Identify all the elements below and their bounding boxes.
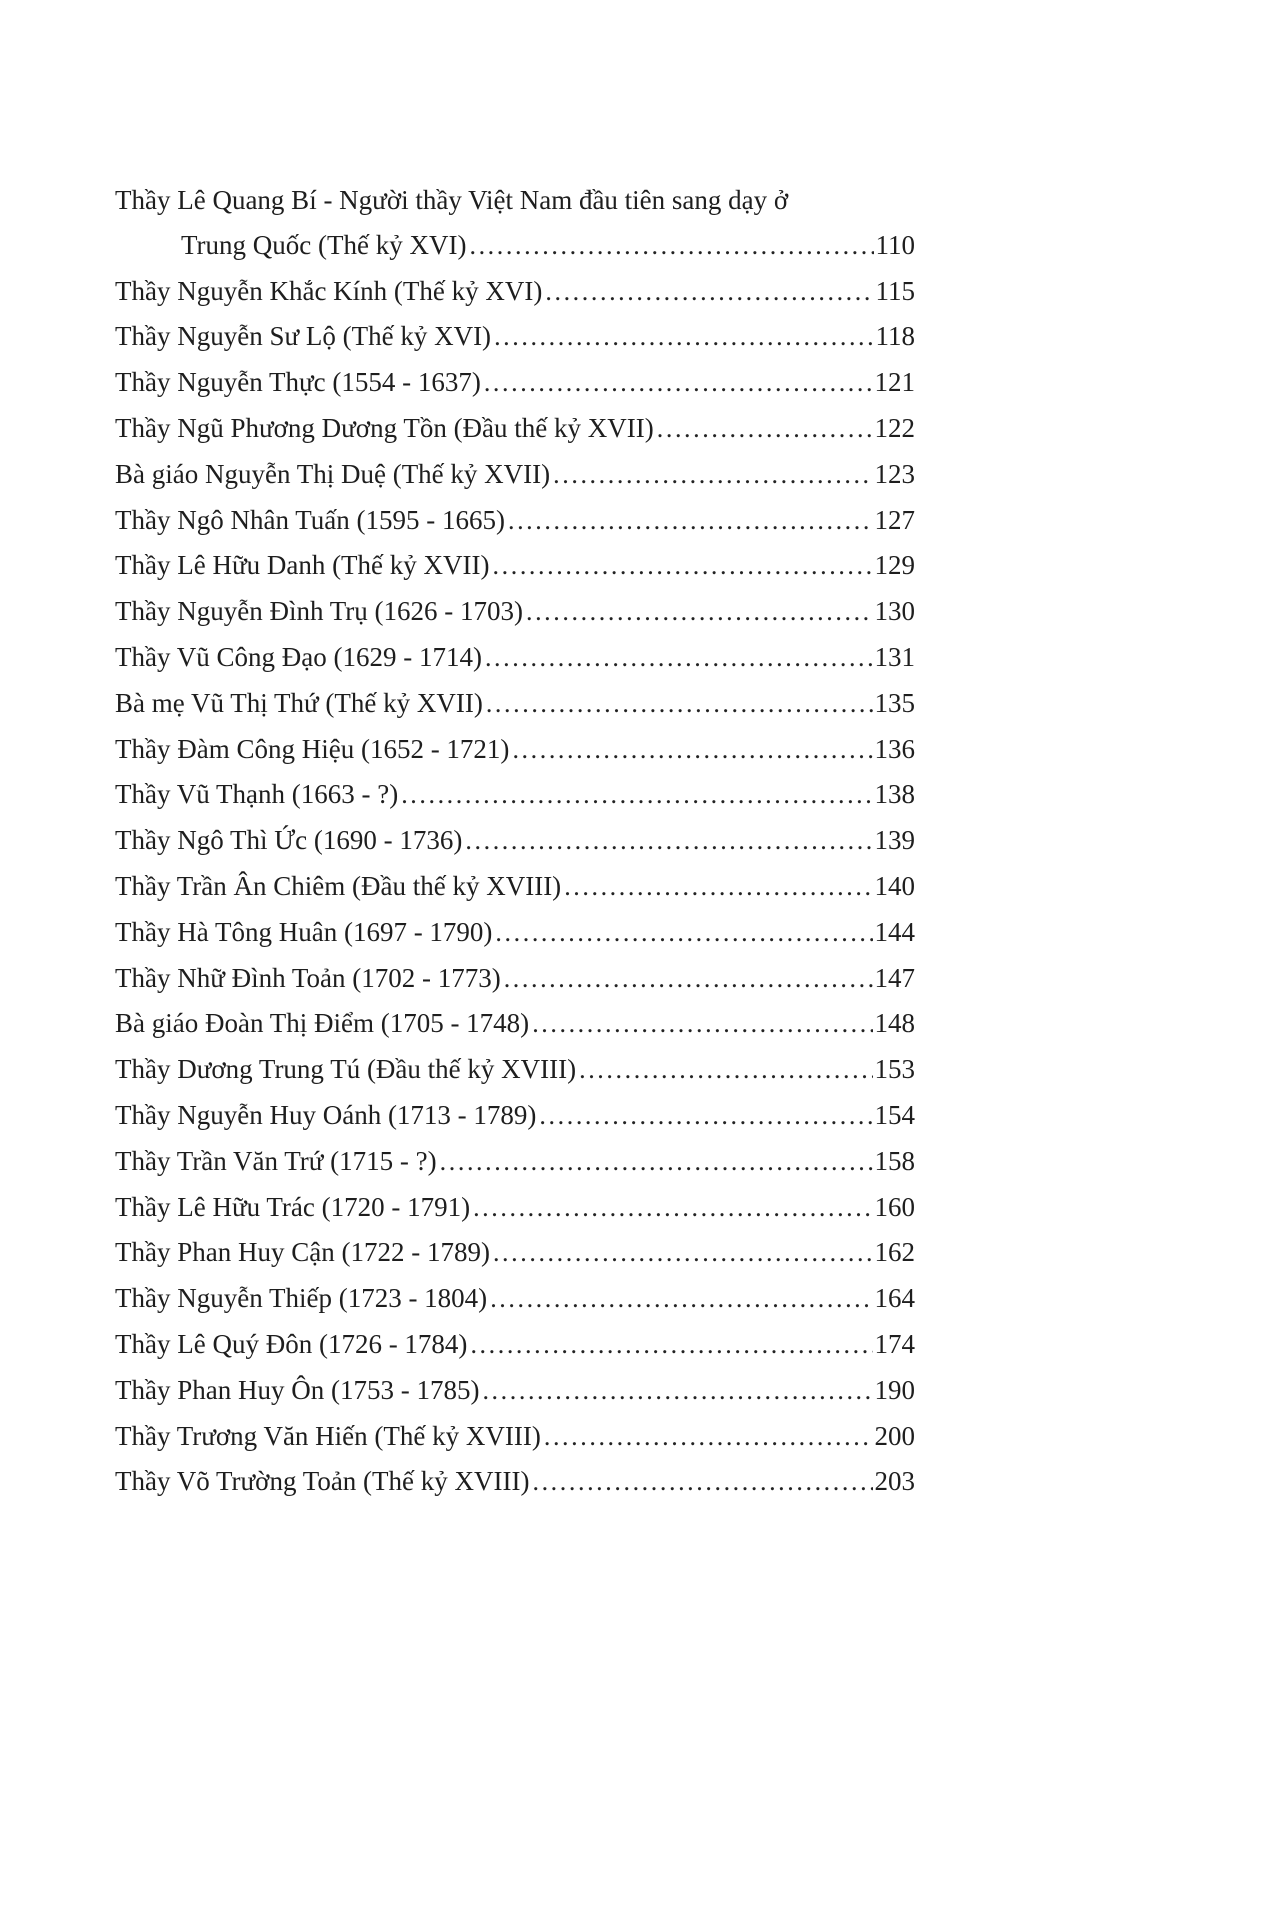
entry-title: Thầy Ngũ Phương Dương Tồn (Đầu thế kỷ XVII) <box>115 412 654 443</box>
entry-title: Thầy Nhữ Đình Toản (1702 - 1773) <box>115 962 501 993</box>
dot-leader <box>473 1185 872 1231</box>
toc-entry <box>115 635 915 681</box>
dot-leader <box>485 635 873 681</box>
dot-leader <box>544 1414 873 1460</box>
toc-entry <box>115 1322 915 1368</box>
entry-title: Thầy Đàm Công Hiệu (1652 - 1721) <box>115 733 510 764</box>
dot-leader <box>508 498 873 544</box>
entry-page-number: 118 <box>875 321 915 352</box>
entry-page-number: 148 <box>874 1008 915 1039</box>
entry-title: Bà giáo Nguyễn Thị Duệ (Thế kỷ XVII) <box>115 458 551 489</box>
toc-entry <box>115 1368 915 1414</box>
toc-entry <box>115 1185 915 1231</box>
dot-leader <box>493 1230 873 1276</box>
dot-leader <box>493 543 873 589</box>
entry-page-number: 154 <box>874 1099 915 1130</box>
entry-title: Thầy Trương Văn Hiến (Thế kỷ XVIII) <box>115 1420 541 1451</box>
entry-page-number: 164 <box>874 1283 915 1314</box>
dot-leader <box>490 1276 872 1322</box>
toc-entry <box>115 910 915 956</box>
entry-page-number: 203 <box>874 1466 915 1497</box>
entry-title: Thầy Lê Quý Đôn (1726 - 1784) <box>115 1328 468 1359</box>
entry-title: Thầy Nguyễn Huy Oánh (1713 - 1789) <box>115 1099 537 1130</box>
dot-leader <box>504 956 873 1002</box>
toc-entry <box>115 314 915 360</box>
toc-entry <box>115 543 915 589</box>
toc-entry <box>115 452 915 498</box>
entry-title: Thầy Lê Quang Bí - Người thầy Việt Nam đầu tiên sang dạy ở <box>115 185 789 215</box>
entry-title: Thầy Vũ Công Đạo (1629 - 1714) <box>115 641 482 672</box>
toc-entry <box>115 178 915 223</box>
entry-title: Thầy Phan Huy Cận (1722 - 1789) <box>115 1237 490 1268</box>
entry-title: Trung Quốc (Thế kỷ XVI) <box>181 229 467 260</box>
dot-leader <box>494 314 873 360</box>
toc-entry <box>115 681 915 727</box>
dot-leader <box>532 1001 872 1047</box>
entry-title: Thầy Lê Hữu Trác (1720 - 1791) <box>115 1191 471 1222</box>
entry-page-number: 115 <box>875 275 915 306</box>
entry-title: Thầy Dương Trung Tú (Đầu thế kỷ XVIII) <box>115 1054 577 1085</box>
dot-leader <box>564 864 872 910</box>
entry-page-number: 136 <box>874 733 915 764</box>
dot-leader <box>553 452 872 498</box>
entry-page-number: 174 <box>874 1328 915 1359</box>
entry-title: Thầy Phan Huy Ôn (1753 - 1785) <box>115 1374 480 1405</box>
toc-entry <box>115 1139 915 1185</box>
entry-page-number: 162 <box>874 1237 915 1268</box>
entry-title: Thầy Nguyễn Thiếp (1723 - 1804) <box>115 1283 488 1314</box>
toc-entry <box>115 360 915 406</box>
entry-title: Thầy Nguyễn Sư Lộ (Thế kỷ XVI) <box>115 321 492 352</box>
entry-page-number: 130 <box>874 596 915 627</box>
entry-title: Thầy Hà Tông Huân (1697 - 1790) <box>115 916 493 947</box>
entry-page-number: 135 <box>874 687 915 718</box>
entry-title: Thầy Ngô Thì Ức (1690 - 1736) <box>115 825 463 856</box>
toc-entry <box>115 1276 915 1322</box>
toc-entry <box>115 1414 915 1460</box>
toc-entry <box>115 772 915 818</box>
entry-page-number: 144 <box>874 916 915 947</box>
dot-leader <box>539 1093 872 1139</box>
entry-page-number: 158 <box>874 1145 915 1176</box>
dot-leader <box>440 1139 873 1185</box>
dot-leader <box>512 727 872 773</box>
toc-entry <box>115 818 915 864</box>
entry-page-number: 200 <box>874 1420 915 1451</box>
entry-title: Bà giáo Đoàn Thị Điểm (1705 - 1748) <box>115 1008 530 1039</box>
entry-page-number: 147 <box>874 962 915 993</box>
toc-entry <box>115 864 915 910</box>
entry-title: Thầy Võ Trường Toản (Thế kỷ XVIII) <box>115 1466 530 1497</box>
entry-title: Thầy Nguyễn Thực (1554 - 1637) <box>115 367 481 398</box>
entry-title: Thầy Nguyễn Đình Trụ (1626 - 1703) <box>115 596 523 627</box>
entry-page-number: 122 <box>874 412 915 443</box>
toc-entry <box>115 1230 915 1276</box>
entry-page-number: 121 <box>874 367 915 398</box>
toc-entry <box>115 223 915 269</box>
entry-page-number: 123 <box>874 458 915 489</box>
entry-page-number: 129 <box>874 550 915 581</box>
entry-page-number: 153 <box>874 1054 915 1085</box>
dot-leader <box>657 406 873 452</box>
toc-entry <box>115 406 915 452</box>
entry-page-number: 131 <box>874 641 915 672</box>
entry-title: Thầy Ngô Nhân Tuấn (1595 - 1665) <box>115 504 505 535</box>
entry-page-number: 127 <box>874 504 915 535</box>
toc-entry <box>115 1047 915 1093</box>
toc-entry <box>115 1093 915 1139</box>
entry-title: Thầy Vũ Thạnh (1663 - ?) <box>115 779 399 810</box>
dot-leader <box>579 1047 872 1093</box>
toc-entry <box>115 269 915 315</box>
entry-title: Thầy Nguyễn Khắc Kính (Thế kỷ XVI) <box>115 275 543 306</box>
entry-page-number: 160 <box>874 1191 915 1222</box>
dot-leader <box>465 818 872 864</box>
entry-page-number: 139 <box>874 825 915 856</box>
dot-leader <box>482 1368 872 1414</box>
dot-leader <box>470 1322 872 1368</box>
entry-page-number: 138 <box>874 779 915 810</box>
toc-entry <box>115 1459 915 1505</box>
toc-list <box>115 178 915 1505</box>
toc-entry <box>115 727 915 773</box>
entry-title: Thầy Trần Văn Trứ (1715 - ?) <box>115 1145 437 1176</box>
dot-leader <box>401 772 872 818</box>
dot-leader <box>495 910 872 956</box>
dot-leader <box>469 223 873 269</box>
dot-leader <box>545 269 873 315</box>
toc-entry <box>115 498 915 544</box>
toc-entry <box>115 956 915 1002</box>
entry-title: Thầy Lê Hữu Danh (Thế kỷ XVII) <box>115 550 490 581</box>
entry-title: Thầy Trần Ân Chiêm (Đầu thế kỷ XVIII) <box>115 870 562 901</box>
toc-entry <box>115 589 915 635</box>
dot-leader <box>526 589 873 635</box>
dot-leader <box>486 681 873 727</box>
entry-title: Bà mẹ Vũ Thị Thứ (Thế kỷ XVII) <box>115 687 483 718</box>
entry-page-number: 140 <box>874 870 915 901</box>
toc-entry <box>115 1001 915 1047</box>
entry-page-number: 190 <box>874 1374 915 1405</box>
dot-leader <box>532 1459 872 1505</box>
dot-leader <box>484 360 873 406</box>
entry-page-number: 110 <box>875 229 915 260</box>
